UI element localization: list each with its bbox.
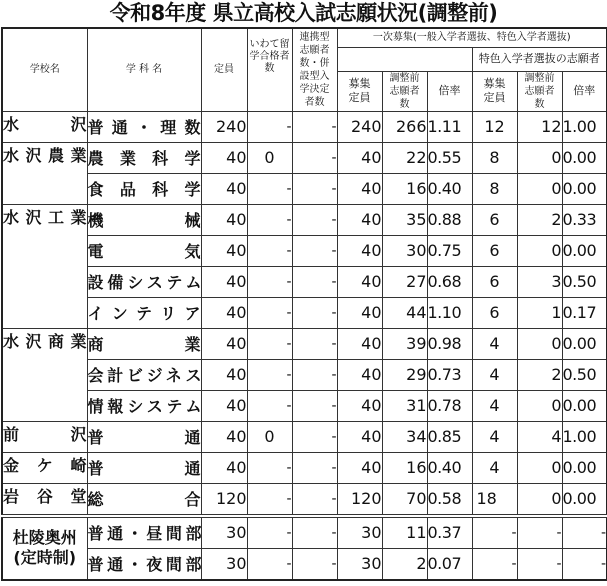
ratio: 1.10 [427, 297, 472, 328]
iwate-count: - [247, 516, 292, 549]
t-ratio: 0.17 [562, 297, 607, 328]
ratio: 0.68 [427, 266, 472, 297]
header-tokushoku: 特色入学者選抜の志願者 [472, 47, 607, 71]
t-boshu-teiin: 12 [472, 111, 517, 142]
applicants: 31 [382, 390, 427, 421]
applicants: 16 [382, 173, 427, 204]
boshu-teiin: 40 [337, 421, 382, 452]
capacity: 120 [201, 483, 247, 516]
table-row [2, 111, 607, 142]
applicants: 34 [382, 421, 427, 452]
ratio: 0.37 [427, 516, 472, 549]
school-name: 前 沢 [2, 421, 87, 452]
header-renkei [292, 28, 337, 111]
t-ratio: 1.00 [562, 421, 607, 452]
iwate-count: - [247, 266, 292, 297]
capacity: 40 [201, 266, 247, 297]
applicants: 39 [382, 328, 427, 359]
t-ratio: 1.00 [562, 111, 607, 142]
table-row [2, 173, 607, 204]
boshu-teiin: 40 [337, 204, 382, 235]
t-ratio: 0.50 [562, 359, 607, 390]
capacity: 40 [201, 173, 247, 204]
ratio: 0.73 [427, 359, 472, 390]
capacity: 40 [201, 421, 247, 452]
boshu-teiin: 30 [337, 548, 382, 580]
t-applicants: 0 [517, 390, 562, 421]
header-t-ratio: 倍率 [562, 71, 607, 111]
boshu-teiin: 240 [337, 111, 382, 142]
t-boshu-teiin: 18 [472, 483, 517, 516]
renkei-count: - [292, 173, 337, 204]
t-boshu-teiin: 8 [472, 173, 517, 204]
applicants: 11 [382, 516, 427, 549]
school-name: 水沢工業 [2, 204, 87, 328]
boshu-teiin: 40 [337, 142, 382, 173]
boshu-teiin: 40 [337, 328, 382, 359]
table-row [2, 548, 607, 580]
header-capacity: 定員 [201, 28, 247, 111]
header-boshu-teiin-text: 募集定員 [348, 77, 371, 104]
t-ratio: 0.00 [562, 328, 607, 359]
table-row [2, 266, 607, 297]
t-ratio: 0.50 [562, 266, 607, 297]
dept-name: 普通・昼間部 [87, 516, 201, 549]
applicants: 22 [382, 142, 427, 173]
table-row [2, 421, 607, 452]
iwate-count: - [247, 452, 292, 483]
dept-name: 普通・夜間部 [87, 548, 201, 580]
applicants: 266 [382, 111, 427, 142]
renkei-count: - [292, 142, 337, 173]
capacity: 40 [201, 235, 247, 266]
applicants: 35 [382, 204, 427, 235]
header-iwate-study-text: いわて留学合格者数 [249, 39, 290, 74]
applicants: 2 [382, 548, 427, 580]
t-applicants: 0 [517, 142, 562, 173]
table-body [2, 111, 607, 580]
t-boshu-teiin: 4 [472, 359, 517, 390]
header-t-applicants [517, 71, 562, 111]
t-boshu-teiin: 4 [472, 452, 517, 483]
boshu-teiin: 40 [337, 266, 382, 297]
t-boshu-teiin: 4 [472, 328, 517, 359]
iwate-count: - [247, 390, 292, 421]
dept-name: 機 械 [87, 204, 201, 235]
capacity: 40 [201, 359, 247, 390]
t-boshu-teiin: - [472, 516, 517, 549]
capacity: 240 [201, 111, 247, 142]
t-ratio: 0.00 [562, 483, 607, 516]
page-title: 令和8年度 県立高校入試志願状況(調整前) [109, 1, 498, 25]
capacity: 40 [201, 142, 247, 173]
dept-name: インテリア [87, 297, 201, 328]
dept-name: 情報システム [87, 390, 201, 421]
t-applicants: 12 [517, 111, 562, 142]
applicants: 27 [382, 266, 427, 297]
iwate-count: 0 [247, 142, 292, 173]
t-applicants: - [517, 516, 562, 549]
t-boshu-teiin: 8 [472, 142, 517, 173]
header-ratio: 倍率 [427, 71, 472, 111]
capacity: 30 [201, 548, 247, 580]
application-status-table [1, 27, 607, 581]
applicants: 16 [382, 452, 427, 483]
t-ratio: 0.00 [562, 390, 607, 421]
t-applicants: 0 [517, 235, 562, 266]
table-header [2, 28, 607, 111]
capacity: 40 [201, 328, 247, 359]
school-name: 水 沢 [2, 111, 87, 142]
dept-name: 電 気 [87, 235, 201, 266]
dept-name: 会計ビジネス [87, 359, 201, 390]
ratio: 0.78 [427, 390, 472, 421]
t-applicants: - [517, 548, 562, 580]
header-t-boshu-teiin-text: 募集定員 [483, 77, 506, 104]
renkei-count: - [292, 359, 337, 390]
dept-name: 農業科学 [87, 142, 201, 173]
applicants: 30 [382, 235, 427, 266]
renkei-count: - [292, 235, 337, 266]
t-ratio: 0.00 [562, 235, 607, 266]
dept-name: 普通・理数 [87, 111, 201, 142]
t-boshu-teiin: 6 [472, 235, 517, 266]
ratio: 1.11 [427, 111, 472, 142]
t-applicants: 0 [517, 483, 562, 516]
boshu-teiin: 40 [337, 235, 382, 266]
renkei-count: - [292, 111, 337, 142]
header-first-round: 一次募集(一般入学者選抜、特色入学者選抜) [337, 28, 607, 47]
header-school: 学校名 [2, 28, 87, 111]
boshu-teiin: 40 [337, 390, 382, 421]
t-applicants: 4 [517, 421, 562, 452]
boshu-teiin: 40 [337, 452, 382, 483]
ratio: 0.85 [427, 421, 472, 452]
school-name: 岩谷堂 [2, 483, 87, 516]
ratio: 0.55 [427, 142, 472, 173]
iwate-count: - [247, 173, 292, 204]
capacity: 40 [201, 452, 247, 483]
header-applicants [382, 71, 427, 111]
capacity: 40 [201, 204, 247, 235]
capacity: 40 [201, 297, 247, 328]
renkei-count: - [292, 390, 337, 421]
dept-name: 設備システム [87, 266, 201, 297]
renkei-count: - [292, 266, 337, 297]
table-row [2, 452, 607, 483]
t-boshu-teiin: 6 [472, 266, 517, 297]
header-iwate-study [247, 28, 292, 111]
dept-name: 商 業 [87, 328, 201, 359]
ratio: 0.98 [427, 328, 472, 359]
t-ratio: 0.00 [562, 173, 607, 204]
boshu-teiin: 40 [337, 359, 382, 390]
t-ratio: - [562, 516, 607, 549]
table-row [2, 328, 607, 359]
boshu-teiin: 120 [337, 483, 382, 516]
iwate-count: - [247, 548, 292, 580]
ratio: 0.40 [427, 173, 472, 204]
renkei-count: - [292, 516, 337, 549]
header-first-round-spacer [337, 47, 472, 71]
header-renkei-text: 連携型志願者数・併設型入学決定者数 [299, 31, 330, 108]
header-t-applicants-text: 調整前志願者数 [524, 72, 555, 110]
t-applicants: 2 [517, 204, 562, 235]
ratio: 0.58 [427, 483, 472, 516]
renkei-count: - [292, 328, 337, 359]
table-row [2, 359, 607, 390]
header-boshu-teiin [337, 71, 382, 111]
t-applicants: 0 [517, 328, 562, 359]
boshu-teiin: 40 [337, 297, 382, 328]
t-boshu-teiin: 6 [472, 297, 517, 328]
iwate-count: - [247, 359, 292, 390]
t-ratio: 0.00 [562, 452, 607, 483]
header-t-boshu-teiin [472, 71, 517, 111]
t-ratio: 0.33 [562, 204, 607, 235]
applicants: 70 [382, 483, 427, 516]
table-row [2, 235, 607, 266]
renkei-count: - [292, 297, 337, 328]
iwate-count: - [247, 328, 292, 359]
school-name: 杜陵奥州(定時制) [2, 516, 87, 580]
table-row [2, 390, 607, 421]
t-ratio: - [562, 548, 607, 580]
t-applicants: 0 [517, 452, 562, 483]
t-applicants: 1 [517, 297, 562, 328]
t-boshu-teiin: - [472, 548, 517, 580]
header-applicants-text: 調整前志願者数 [389, 72, 420, 110]
boshu-teiin: 40 [337, 173, 382, 204]
applicants: 44 [382, 297, 427, 328]
school-name: 水沢商業 [2, 328, 87, 421]
iwate-count: - [247, 483, 292, 516]
dept-name: 普 通 [87, 452, 201, 483]
table-row [2, 516, 607, 549]
iwate-count: - [247, 111, 292, 142]
renkei-count: - [292, 548, 337, 580]
renkei-count: - [292, 421, 337, 452]
renkei-count: - [292, 483, 337, 516]
renkei-count: - [292, 204, 337, 235]
t-ratio: 0.00 [562, 142, 607, 173]
capacity: 30 [201, 516, 247, 549]
ratio: 0.07 [427, 548, 472, 580]
header-dept: 学 科 名 [87, 28, 201, 111]
dept-name: 食品科学 [87, 173, 201, 204]
table-row [2, 142, 607, 173]
school-name: 金ケ崎 [2, 452, 87, 483]
t-applicants: 0 [517, 173, 562, 204]
capacity: 40 [201, 390, 247, 421]
school-name: 水沢農業 [2, 142, 87, 204]
dept-name: 普 通 [87, 421, 201, 452]
ratio: 0.40 [427, 452, 472, 483]
applicants: 29 [382, 359, 427, 390]
iwate-count: - [247, 235, 292, 266]
iwate-count: - [247, 297, 292, 328]
iwate-count: - [247, 204, 292, 235]
ratio: 0.75 [427, 235, 472, 266]
table-row [2, 483, 607, 516]
t-boshu-teiin: 4 [472, 390, 517, 421]
t-boshu-teiin: 6 [472, 204, 517, 235]
ratio: 0.88 [427, 204, 472, 235]
table-row [2, 297, 607, 328]
t-applicants: 3 [517, 266, 562, 297]
iwate-count: 0 [247, 421, 292, 452]
dept-name: 総 合 [87, 483, 201, 516]
t-applicants: 2 [517, 359, 562, 390]
renkei-count: - [292, 452, 337, 483]
table-row [2, 204, 607, 235]
t-boshu-teiin: 4 [472, 421, 517, 452]
boshu-teiin: 30 [337, 516, 382, 549]
